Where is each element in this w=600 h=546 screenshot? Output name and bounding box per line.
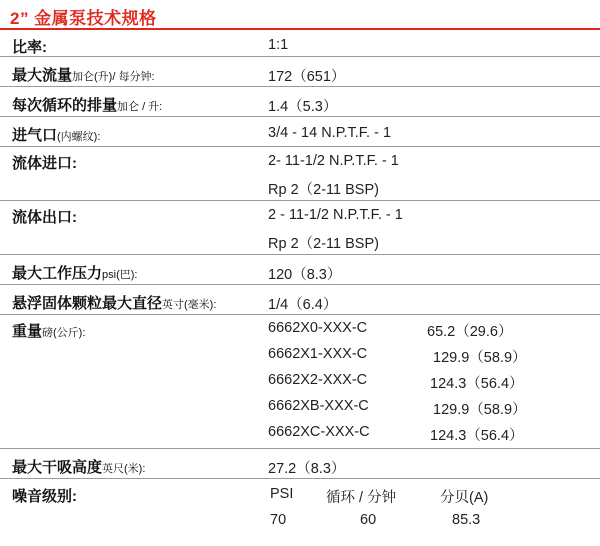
spec-row-displacement (0, 88, 600, 117)
noise-value-psi: 70 (270, 512, 287, 528)
ratio-label: 比率: (12, 39, 47, 56)
spec-row-max-pressure (0, 256, 600, 285)
max-solid-value: 1/4（6.4） (268, 297, 338, 313)
noise-label: 噪音级别: (12, 488, 77, 505)
fluid-inlet-value-npt: 2- 11-1/2 N.P.T.F. - 1 (268, 153, 399, 169)
fluid-outlet-value-bsp: Rp 2（2-11 BSP) (268, 236, 379, 252)
max-pressure-label (12, 262, 137, 283)
weight-model: 6662XC-XXX-C (268, 424, 370, 440)
weight-unit: 磅(公斤): (42, 327, 86, 339)
noise-header-db: 分贝(A) (440, 490, 489, 506)
noise-header-psi: PSI (270, 486, 294, 502)
ratio-value: 1:1 (268, 37, 289, 53)
fluid-inlet-label: 流体进口: (12, 155, 77, 172)
max-solid-unit: 英寸(毫米): (162, 299, 217, 311)
spec-row-weight (0, 316, 600, 449)
max-suction-value: 27.2（8.3） (268, 461, 346, 477)
spec-row-fluid-inlet (0, 148, 600, 201)
air-inlet-value: 3/4 - 14 N.P.T.F. - 1 (268, 125, 392, 141)
spec-row-max-flow (0, 58, 600, 87)
weight-value: 65.2（29.6） (427, 324, 513, 340)
air-inlet-label-text: 进气口 (12, 127, 58, 144)
displacement-unit: 加仑 / 升: (117, 101, 163, 113)
noise-value-db: 85.3 (452, 512, 481, 528)
max-suction-label-text: 最大干吸高度 (12, 459, 103, 476)
weight-value: 129.9（58.9） (433, 350, 527, 366)
spec-row-air-inlet (0, 118, 600, 147)
noise-header-cycles: 循环 / 分钟 (326, 490, 397, 506)
max-suction-unit: 英尺(米): (102, 463, 146, 475)
fluid-inlet-value-bsp: Rp 2（2-11 BSP) (268, 182, 379, 198)
page-title: 2” 金属泵技术规格 (10, 9, 157, 28)
displacement-value: 1.4（5.3） (268, 99, 338, 115)
spec-row-fluid-outlet (0, 202, 600, 255)
displacement-label (12, 94, 162, 115)
spec-row-ratio (0, 30, 600, 57)
weight-model: 6662X1-XXX-C (268, 346, 368, 362)
air-inlet-label (12, 124, 100, 145)
max-flow-unit: 加仑(升)/ 每分钟: (72, 71, 155, 83)
max-pressure-unit: psi(巴): (102, 269, 138, 281)
weight-label-text: 重量 (12, 323, 43, 340)
noise-value-cycles: 60 (360, 512, 377, 528)
max-flow-label-text: 最大流量 (12, 67, 73, 84)
displacement-label-text: 每次循环的排量 (12, 97, 118, 114)
spec-row-noise (0, 480, 600, 540)
weight-value: 124.3（56.4） (430, 428, 524, 444)
fluid-outlet-value-npt: 2 - 11-1/2 N.P.T.F. - 1 (268, 207, 403, 223)
max-solid-label-text: 悬浮固体颗粒最大直径 (12, 295, 163, 312)
weight-model: 6662X2-XXX-C (268, 372, 368, 388)
max-flow-label (12, 64, 155, 85)
air-inlet-unit: (内螺纹): (57, 131, 101, 143)
fluid-outlet-label: 流体出口: (12, 209, 77, 226)
spec-row-max-suction (0, 450, 600, 479)
weight-value: 124.3（56.4） (430, 376, 524, 392)
max-flow-value: 172（651） (268, 69, 346, 85)
max-suction-label (12, 456, 145, 477)
max-solid-label (12, 292, 216, 313)
weight-label (12, 320, 85, 341)
max-pressure-value: 120（8.3） (268, 267, 342, 283)
weight-model: 6662X0-XXX-C (268, 320, 368, 336)
spec-row-max-solid (0, 286, 600, 315)
weight-model: 6662XB-XXX-C (268, 398, 369, 414)
weight-value: 129.9（58.9） (433, 402, 527, 418)
max-pressure-label-text: 最大工作压力 (12, 265, 103, 282)
